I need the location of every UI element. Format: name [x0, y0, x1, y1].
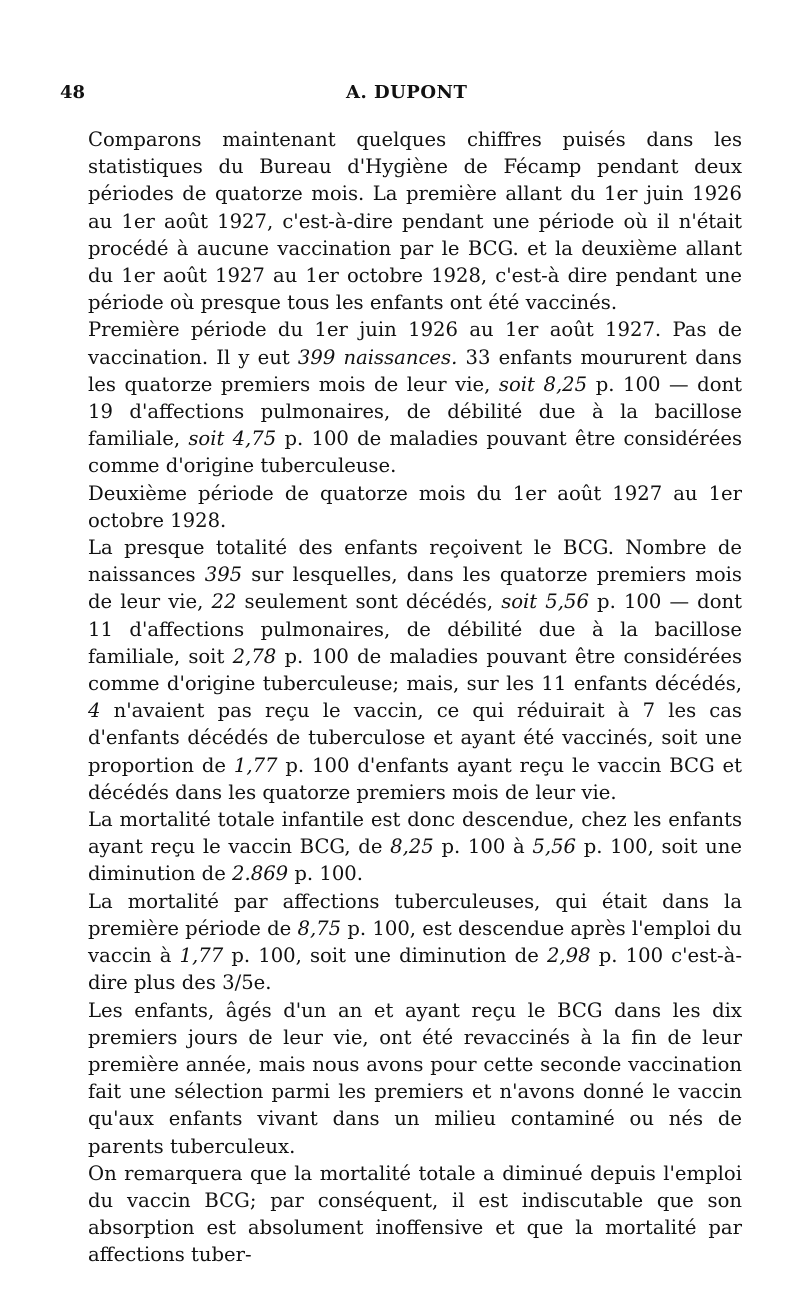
- paragraph: [88, 480, 742, 534]
- emphasized-text: 399 naissances.: [297, 345, 458, 369]
- paragraph-text: p. 100 c'est-à-dire plus des 3/5e.: [88, 944, 742, 995]
- paragraph-text: p. 100 à: [433, 835, 533, 859]
- emphasized-text: soit 8,25: [498, 372, 588, 396]
- emphasized-text: 2,98: [546, 944, 591, 968]
- paragraph-text: sur lesquelles, dans les quatorze premiers mois de leur vie,: [88, 563, 742, 614]
- page-header: [60, 82, 750, 112]
- paragraph: [88, 806, 742, 888]
- paragraph-text: p. 100 d'enfants ayant reçu le vaccin BCG et décédés dans les quatorze premiers mois de leur vie.: [88, 753, 743, 804]
- paragraph-text: p. 100, soit une diminution de: [88, 835, 743, 886]
- paragraph-text: p. 100, est descendue après l'emploi du vaccin à: [88, 916, 742, 968]
- paragraph-text: Première période du 1er juin 1926 au 1er août 1927. Pas de vaccination. Il y eut: [88, 318, 742, 369]
- emphasized-text: 1,77: [233, 753, 278, 777]
- paragraph-text: La mortalité par affections tuberculeuses, qui était dans la première période de: [88, 889, 742, 940]
- paragraph: [88, 534, 742, 806]
- emphasized-text: 22: [211, 590, 237, 614]
- paragraph-text: Les enfants, âgés d'un an et ayant reçu le BCG dans les dix premiers jours de leur vie, ont été revaccinés à la fin de leur première année, mais nous avons pour cette seconde vaccination fait une sélection parmi les premiers et n'avons donné le vaccin qu'aux enfants vivant dans un milieu contaminé ou nés de parents tuberculeux.: [88, 998, 742, 1158]
- paragraph-text: p. 100 de maladies pouvant être considérées comme d'origine tuberculeuse; mais, sur les 11 enfants décédés,: [88, 644, 742, 696]
- emphasized-text: 395: [204, 563, 243, 587]
- emphasized-text: 8,75: [297, 916, 342, 940]
- emphasized-text: 2.869: [232, 862, 289, 886]
- paragraph-text: 33 enfants moururent dans les quatorze premiers mois de leur vie,: [88, 345, 742, 396]
- running-head: A. DUPONT: [346, 82, 468, 103]
- paragraph: [88, 888, 742, 997]
- paragraph: [88, 997, 742, 1160]
- paragraph-text: n'avaient pas reçu le vaccin, ce qui réduirait à 7 les cas d'enfants décédés de tuberculose et ayant été vaccinés, soit une proportion de: [88, 699, 742, 777]
- body-text: [88, 126, 742, 1269]
- paragraph-text: Deuxième période de quatorze mois du 1er août 1927 au 1er octobre 1928.: [88, 481, 742, 532]
- paragraph-text: On remarquera que la mortalité totale a diminué depuis l'emploi du vaccin BCG; par conséquent, il est indiscutable que son absorption est absolument inoffensive et que la mortalité par affections tuber-: [88, 1161, 742, 1267]
- emphasized-text: soit 4,75: [188, 427, 277, 451]
- page-number: 48: [60, 82, 86, 103]
- emphasized-text: 2,78: [232, 644, 277, 668]
- paragraph-text: Comparons maintenant quelques chiffres puisés dans les statistiques du Bureau d'Hygiène de Fécamp pendant deux périodes de quatorze mois. La première allant du 1er juin 1926 au 1er août 1927, c'est-à-dire pendant une période où il n'était procédé à aucune vaccination par le BCG. et la deuxième allant du 1er août 1927 au 1er octobre 1928, c'est-à dire pendant une période où presque tous les enfants ont été vaccinés.: [88, 128, 742, 315]
- emphasized-text: soit 5,56: [501, 590, 589, 614]
- emphasized-text: 5,56: [532, 835, 577, 859]
- paragraph-text: p. 100, soit une diminution de: [223, 944, 547, 968]
- paragraph-text: p. 100.: [288, 862, 363, 886]
- emphasized-text: 4: [88, 699, 101, 723]
- emphasized-text: 8,25: [390, 835, 434, 859]
- paragraph: [88, 1160, 742, 1269]
- paragraph-text: p. 100 — dont 19 d'affections pulmonaires, de débilité due à la bacillose familiale,: [88, 372, 742, 451]
- paragraph-text: p. 100 — dont 11 d'affections pulmonaires, de débilité due à la bacillose familiale, soit: [88, 590, 742, 668]
- emphasized-text: 1,77: [179, 944, 224, 968]
- paragraph-text: La mortalité totale infantile est donc descendue, chez les enfants ayant reçu le vaccin BCG, de: [88, 808, 742, 859]
- paragraph-text: p. 100 de maladies pouvant être considérées comme d'origine tuberculeuse.: [88, 427, 742, 478]
- paragraph-text: La presque totalité des enfants reçoivent le BCG. Nombre de naissances: [88, 536, 742, 587]
- paragraph: [88, 126, 742, 316]
- paragraph: [88, 316, 742, 479]
- paragraph-text: seulement sont décédés,: [236, 590, 502, 614]
